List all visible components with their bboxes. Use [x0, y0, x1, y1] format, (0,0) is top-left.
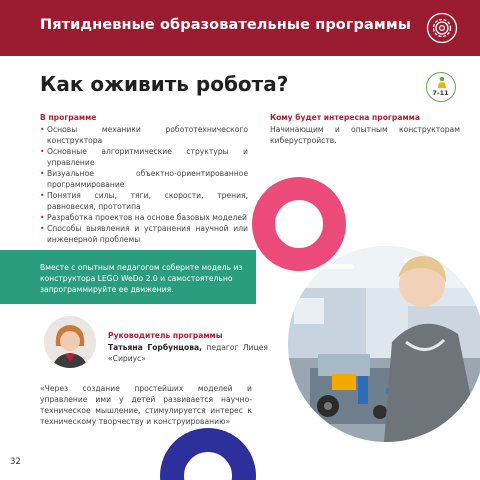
leader-avatar [44, 316, 96, 368]
header-title: Пятидневные образовательные программы [40, 17, 412, 33]
leader-info [108, 342, 268, 364]
program-item: • Визуальное объектно-ориентированное программирование [40, 168, 248, 190]
program-item: • Основы механики робототехнического конструктора [40, 124, 248, 146]
leader-role: педагог Лицея «Сириус» [108, 343, 268, 363]
program-item: • Понятия силы, тяги, скорости, трения, равновесия, прототипа [40, 190, 248, 212]
page-header [0, 0, 480, 56]
leader-name: Татьяна Горбунцова, [108, 343, 203, 352]
program-label: В программе [40, 113, 97, 122]
age-label: 7-11 [432, 89, 449, 97]
audience-text: Начинающим и опытным конструкторам киберустройств. [270, 125, 460, 145]
gear-icon [426, 12, 458, 44]
decorative-blue-ring [160, 428, 256, 480]
leader-label: Руководитель программы [108, 331, 223, 340]
page-number: 32 [10, 457, 21, 467]
program-list [40, 124, 248, 245]
page-title: Как оживить робота? [40, 72, 289, 96]
child-icon [435, 76, 449, 88]
decorative-pink-ring [252, 177, 346, 271]
program-item: • Разработка проектов на основе базовых моделей [40, 212, 248, 223]
leader-quote: «Через создание простейших моделей и управление ими у детей развивается научно-техническое мышление, стимулируется интерес к техническому творчеству и конструированию» [40, 384, 252, 426]
program-item: • Способы выявления и устранения научной или инженерной проблемы [40, 223, 248, 245]
highlight-text: Вместе с опытным педагогом соберите модель из конструктора LEGO WeDo 2.0 и самостоятельно запрограммируйте ее движения. [40, 263, 243, 294]
audience-label: Кому будет интересна программа [270, 113, 420, 122]
age-badge [426, 72, 456, 102]
robot-workshop-photo [288, 246, 480, 442]
program-item: • Основные алгоритмические структуры и управление [40, 146, 248, 168]
